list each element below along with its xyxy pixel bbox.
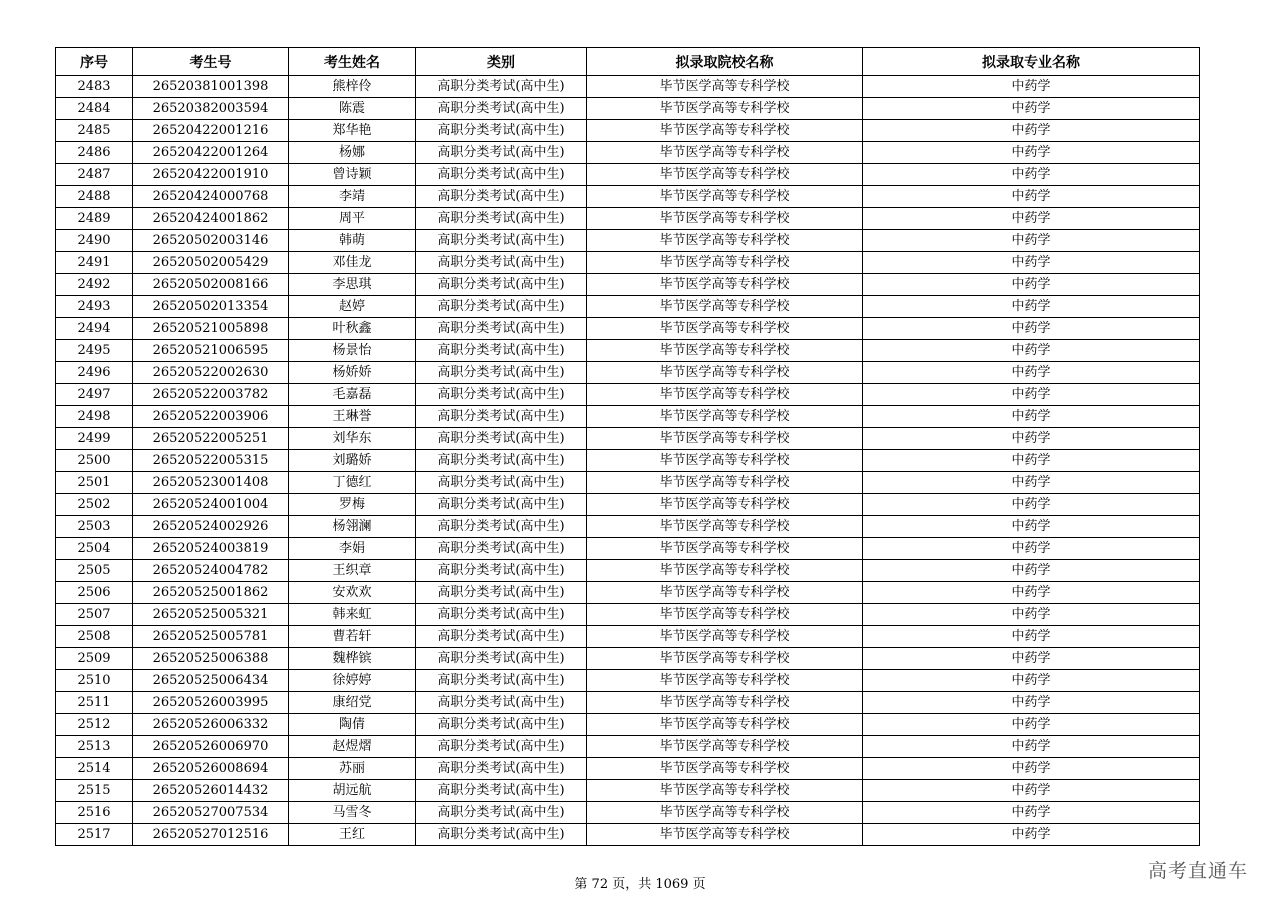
table-row xyxy=(56,252,1200,274)
cell-seq: 2510 xyxy=(56,670,133,692)
header-seq: 序号 xyxy=(56,48,133,76)
cell-seq: 2511 xyxy=(56,692,133,714)
cell-school: 毕节医学高等专科学校 xyxy=(587,670,863,692)
cell-major: 中药学 xyxy=(863,824,1200,846)
cell-student-name: 曾诗颖 xyxy=(289,164,416,186)
cell-student-name: 徐婷婷 xyxy=(289,670,416,692)
cell-major: 中药学 xyxy=(863,472,1200,494)
cell-category: 高职分类考试(高中生) xyxy=(416,208,587,230)
table-row xyxy=(56,384,1200,406)
cell-category: 高职分类考试(高中生) xyxy=(416,648,587,670)
cell-major: 中药学 xyxy=(863,494,1200,516)
cell-school: 毕节医学高等专科学校 xyxy=(587,428,863,450)
brand-watermark-text: 高考直通车 xyxy=(1147,860,1248,882)
cell-category: 高职分类考试(高中生) xyxy=(416,692,587,714)
cell-school: 毕节医学高等专科学校 xyxy=(587,362,863,384)
cell-major: 中药学 xyxy=(863,406,1200,428)
cell-student-name: 杨娜 xyxy=(289,142,416,164)
cell-school: 毕节医学高等专科学校 xyxy=(587,142,863,164)
cell-student-name: 安欢欢 xyxy=(289,582,416,604)
cell-major: 中药学 xyxy=(863,516,1200,538)
cell-exam-number: 26520524002926 xyxy=(133,516,289,538)
cell-exam-number: 26520381001398 xyxy=(133,76,289,98)
cell-seq: 2509 xyxy=(56,648,133,670)
cell-seq: 2499 xyxy=(56,428,133,450)
cell-category: 高职分类考试(高中生) xyxy=(416,780,587,802)
cell-category: 高职分类考试(高中生) xyxy=(416,384,587,406)
cell-exam-number: 26520522005251 xyxy=(133,428,289,450)
cell-school: 毕节医学高等专科学校 xyxy=(587,692,863,714)
cell-major: 中药学 xyxy=(863,626,1200,648)
cell-seq: 2500 xyxy=(56,450,133,472)
cell-exam-number: 26520502003146 xyxy=(133,230,289,252)
cell-school: 毕节医学高等专科学校 xyxy=(587,406,863,428)
table-row xyxy=(56,736,1200,758)
cell-school: 毕节医学高等专科学校 xyxy=(587,648,863,670)
cell-major: 中药学 xyxy=(863,780,1200,802)
cell-school: 毕节医学高等专科学校 xyxy=(587,736,863,758)
cell-category: 高职分类考试(高中生) xyxy=(416,604,587,626)
cell-major: 中药学 xyxy=(863,604,1200,626)
cell-student-name: 罗梅 xyxy=(289,494,416,516)
table-body xyxy=(56,76,1200,846)
cell-major: 中药学 xyxy=(863,186,1200,208)
cell-student-name: 魏桦镔 xyxy=(289,648,416,670)
cell-student-name: 赵婷 xyxy=(289,296,416,318)
cell-seq: 2498 xyxy=(56,406,133,428)
table-row xyxy=(56,516,1200,538)
cell-seq: 2501 xyxy=(56,472,133,494)
cell-major: 中药学 xyxy=(863,252,1200,274)
header-student-name: 考生姓名 xyxy=(289,48,416,76)
table-row xyxy=(56,230,1200,252)
cell-school: 毕节医学高等专科学校 xyxy=(587,472,863,494)
cell-exam-number: 26520422001216 xyxy=(133,120,289,142)
cell-major: 中药学 xyxy=(863,340,1200,362)
cell-major: 中药学 xyxy=(863,208,1200,230)
cell-exam-number: 26520525001862 xyxy=(133,582,289,604)
cell-student-name: 郑华艳 xyxy=(289,120,416,142)
cell-school: 毕节医学高等专科学校 xyxy=(587,252,863,274)
cell-exam-number: 26520422001264 xyxy=(133,142,289,164)
cell-major: 中药学 xyxy=(863,362,1200,384)
table-row xyxy=(56,494,1200,516)
cell-major: 中药学 xyxy=(863,230,1200,252)
cell-seq: 2514 xyxy=(56,758,133,780)
cell-student-name: 陈震 xyxy=(289,98,416,120)
cell-student-name: 杨娇娇 xyxy=(289,362,416,384)
cell-exam-number: 26520524004782 xyxy=(133,560,289,582)
cell-major: 中药学 xyxy=(863,450,1200,472)
cell-student-name: 胡远航 xyxy=(289,780,416,802)
table-row xyxy=(56,780,1200,802)
cell-school: 毕节医学高等专科学校 xyxy=(587,780,863,802)
cell-exam-number: 26520502013354 xyxy=(133,296,289,318)
table-row xyxy=(56,142,1200,164)
cell-category: 高职分类考试(高中生) xyxy=(416,318,587,340)
cell-major: 中药学 xyxy=(863,428,1200,450)
table-row xyxy=(56,626,1200,648)
page-footer: 第 72 页，共 1069 页 xyxy=(574,877,706,892)
cell-category: 高职分类考试(高中生) xyxy=(416,560,587,582)
cell-school: 毕节医学高等专科学校 xyxy=(587,384,863,406)
cell-major: 中药学 xyxy=(863,318,1200,340)
cell-school: 毕节医学高等专科学校 xyxy=(587,318,863,340)
cell-category: 高职分类考试(高中生) xyxy=(416,736,587,758)
cell-seq: 2487 xyxy=(56,164,133,186)
cell-exam-number: 26520527012516 xyxy=(133,824,289,846)
cell-major: 中药学 xyxy=(863,538,1200,560)
table-row xyxy=(56,296,1200,318)
cell-exam-number: 26520382003594 xyxy=(133,98,289,120)
table-row xyxy=(56,824,1200,846)
table-row xyxy=(56,582,1200,604)
cell-exam-number: 26520526014432 xyxy=(133,780,289,802)
table-row xyxy=(56,340,1200,362)
cell-exam-number: 26520424001862 xyxy=(133,208,289,230)
header-school: 拟录取院校名称 xyxy=(587,48,863,76)
cell-category: 高职分类考试(高中生) xyxy=(416,670,587,692)
cell-exam-number: 26520526008694 xyxy=(133,758,289,780)
cell-category: 高职分类考试(高中生) xyxy=(416,98,587,120)
cell-exam-number: 26520521005898 xyxy=(133,318,289,340)
cell-major: 中药学 xyxy=(863,384,1200,406)
table-row xyxy=(56,164,1200,186)
cell-exam-number: 26520524001004 xyxy=(133,494,289,516)
cell-seq: 2512 xyxy=(56,714,133,736)
cell-school: 毕节医学高等专科学校 xyxy=(587,516,863,538)
table-row xyxy=(56,76,1200,98)
cell-exam-number: 26520422001910 xyxy=(133,164,289,186)
cell-student-name: 毛嘉磊 xyxy=(289,384,416,406)
cell-exam-number: 26520527007534 xyxy=(133,802,289,824)
cell-major: 中药学 xyxy=(863,582,1200,604)
cell-student-name: 马雪冬 xyxy=(289,802,416,824)
cell-major: 中药学 xyxy=(863,692,1200,714)
cell-school: 毕节医学高等专科学校 xyxy=(587,296,863,318)
cell-seq: 2504 xyxy=(56,538,133,560)
cell-student-name: 苏丽 xyxy=(289,758,416,780)
cell-category: 高职分类考试(高中生) xyxy=(416,802,587,824)
cell-seq: 2494 xyxy=(56,318,133,340)
cell-seq: 2496 xyxy=(56,362,133,384)
cell-category: 高职分类考试(高中生) xyxy=(416,340,587,362)
cell-category: 高职分类考试(高中生) xyxy=(416,120,587,142)
cell-exam-number: 26520526006332 xyxy=(133,714,289,736)
cell-exam-number: 26520522002630 xyxy=(133,362,289,384)
cell-exam-number: 26520526003995 xyxy=(133,692,289,714)
table-row xyxy=(56,538,1200,560)
cell-major: 中药学 xyxy=(863,670,1200,692)
cell-student-name: 李思琪 xyxy=(289,274,416,296)
cell-student-name: 杨翎澜 xyxy=(289,516,416,538)
cell-category: 高职分类考试(高中生) xyxy=(416,538,587,560)
cell-category: 高职分类考试(高中生) xyxy=(416,472,587,494)
cell-school: 毕节医学高等专科学校 xyxy=(587,802,863,824)
cell-seq: 2490 xyxy=(56,230,133,252)
cell-school: 毕节医学高等专科学校 xyxy=(587,626,863,648)
header-category: 类别 xyxy=(416,48,587,76)
cell-exam-number: 26520526006970 xyxy=(133,736,289,758)
cell-major: 中药学 xyxy=(863,714,1200,736)
table-row xyxy=(56,648,1200,670)
table-row xyxy=(56,98,1200,120)
table-row xyxy=(56,274,1200,296)
cell-seq: 2489 xyxy=(56,208,133,230)
cell-category: 高职分类考试(高中生) xyxy=(416,142,587,164)
cell-category: 高职分类考试(高中生) xyxy=(416,824,587,846)
admission-table xyxy=(55,47,1200,846)
cell-seq: 2502 xyxy=(56,494,133,516)
cell-seq: 2516 xyxy=(56,802,133,824)
cell-seq: 2507 xyxy=(56,604,133,626)
cell-seq: 2486 xyxy=(56,142,133,164)
cell-exam-number: 26520522005315 xyxy=(133,450,289,472)
cell-seq: 2503 xyxy=(56,516,133,538)
cell-student-name: 王织章 xyxy=(289,560,416,582)
cell-student-name: 韩萌 xyxy=(289,230,416,252)
cell-student-name: 李娟 xyxy=(289,538,416,560)
table-row xyxy=(56,604,1200,626)
cell-school: 毕节医学高等专科学校 xyxy=(587,538,863,560)
cell-school: 毕节医学高等专科学校 xyxy=(587,714,863,736)
table-row xyxy=(56,560,1200,582)
table-row xyxy=(56,714,1200,736)
table-header-row xyxy=(56,48,1200,76)
cell-seq: 2506 xyxy=(56,582,133,604)
cell-student-name: 赵煜熠 xyxy=(289,736,416,758)
cell-student-name: 王红 xyxy=(289,824,416,846)
cell-exam-number: 26520424000768 xyxy=(133,186,289,208)
cell-student-name: 李靖 xyxy=(289,186,416,208)
cell-category: 高职分类考试(高中生) xyxy=(416,274,587,296)
cell-exam-number: 26520502005429 xyxy=(133,252,289,274)
table-row xyxy=(56,802,1200,824)
cell-major: 中药学 xyxy=(863,802,1200,824)
header-major: 拟录取专业名称 xyxy=(863,48,1200,76)
cell-school: 毕节医学高等专科学校 xyxy=(587,76,863,98)
table-row xyxy=(56,670,1200,692)
cell-student-name: 韩来虹 xyxy=(289,604,416,626)
cell-major: 中药学 xyxy=(863,120,1200,142)
cell-school: 毕节医学高等专科学校 xyxy=(587,560,863,582)
cell-category: 高职分类考试(高中生) xyxy=(416,406,587,428)
cell-seq: 2505 xyxy=(56,560,133,582)
cell-category: 高职分类考试(高中生) xyxy=(416,362,587,384)
cell-school: 毕节医学高等专科学校 xyxy=(587,450,863,472)
cell-student-name: 康绍党 xyxy=(289,692,416,714)
table-row xyxy=(56,758,1200,780)
table-row xyxy=(56,362,1200,384)
cell-major: 中药学 xyxy=(863,560,1200,582)
cell-seq: 2483 xyxy=(56,76,133,98)
cell-seq: 2508 xyxy=(56,626,133,648)
cell-student-name: 曹若轩 xyxy=(289,626,416,648)
cell-major: 中药学 xyxy=(863,736,1200,758)
cell-category: 高职分类考试(高中生) xyxy=(416,582,587,604)
cell-exam-number: 26520524003819 xyxy=(133,538,289,560)
cell-school: 毕节医学高等专科学校 xyxy=(587,824,863,846)
cell-seq: 2492 xyxy=(56,274,133,296)
cell-category: 高职分类考试(高中生) xyxy=(416,428,587,450)
header-exam-number: 考生号 xyxy=(133,48,289,76)
cell-exam-number: 26520521006595 xyxy=(133,340,289,362)
cell-student-name: 刘华东 xyxy=(289,428,416,450)
cell-school: 毕节医学高等专科学校 xyxy=(587,274,863,296)
cell-major: 中药学 xyxy=(863,98,1200,120)
cell-category: 高职分类考试(高中生) xyxy=(416,252,587,274)
cell-major: 中药学 xyxy=(863,76,1200,98)
cell-school: 毕节医学高等专科学校 xyxy=(587,98,863,120)
table-row xyxy=(56,186,1200,208)
cell-seq: 2485 xyxy=(56,120,133,142)
cell-student-name: 王琳誉 xyxy=(289,406,416,428)
table-row xyxy=(56,450,1200,472)
cell-seq: 2493 xyxy=(56,296,133,318)
cell-school: 毕节医学高等专科学校 xyxy=(587,208,863,230)
cell-seq: 2517 xyxy=(56,824,133,846)
cell-school: 毕节医学高等专科学校 xyxy=(587,164,863,186)
cell-exam-number: 26520525005321 xyxy=(133,604,289,626)
cell-category: 高职分类考试(高中生) xyxy=(416,164,587,186)
cell-seq: 2513 xyxy=(56,736,133,758)
cell-school: 毕节医学高等专科学校 xyxy=(587,494,863,516)
cell-seq: 2484 xyxy=(56,98,133,120)
cell-category: 高职分类考试(高中生) xyxy=(416,76,587,98)
table-row xyxy=(56,428,1200,450)
cell-student-name: 邓佳龙 xyxy=(289,252,416,274)
cell-exam-number: 26520523001408 xyxy=(133,472,289,494)
cell-exam-number: 26520525005781 xyxy=(133,626,289,648)
cell-school: 毕节医学高等专科学校 xyxy=(587,186,863,208)
cell-school: 毕节医学高等专科学校 xyxy=(587,582,863,604)
cell-category: 高职分类考试(高中生) xyxy=(416,186,587,208)
cell-school: 毕节医学高等专科学校 xyxy=(587,120,863,142)
cell-student-name: 叶秋鑫 xyxy=(289,318,416,340)
cell-category: 高职分类考试(高中生) xyxy=(416,516,587,538)
cell-student-name: 杨景怡 xyxy=(289,340,416,362)
table-row xyxy=(56,692,1200,714)
cell-category: 高职分类考试(高中生) xyxy=(416,296,587,318)
cell-category: 高职分类考试(高中生) xyxy=(416,758,587,780)
table-row xyxy=(56,208,1200,230)
table-row xyxy=(56,406,1200,428)
cell-category: 高职分类考试(高中生) xyxy=(416,494,587,516)
cell-major: 中药学 xyxy=(863,274,1200,296)
cell-student-name: 陶倩 xyxy=(289,714,416,736)
cell-student-name: 熊梓伶 xyxy=(289,76,416,98)
cell-major: 中药学 xyxy=(863,142,1200,164)
cell-seq: 2488 xyxy=(56,186,133,208)
cell-student-name: 刘璐娇 xyxy=(289,450,416,472)
cell-category: 高职分类考试(高中生) xyxy=(416,450,587,472)
cell-major: 中药学 xyxy=(863,758,1200,780)
table-row xyxy=(56,318,1200,340)
cell-seq: 2515 xyxy=(56,780,133,802)
cell-exam-number: 26520522003782 xyxy=(133,384,289,406)
cell-major: 中药学 xyxy=(863,648,1200,670)
cell-category: 高职分类考试(高中生) xyxy=(416,714,587,736)
cell-school: 毕节医学高等专科学校 xyxy=(587,340,863,362)
cell-student-name: 丁德红 xyxy=(289,472,416,494)
cell-exam-number: 26520522003906 xyxy=(133,406,289,428)
cell-exam-number: 26520525006388 xyxy=(133,648,289,670)
cell-school: 毕节医学高等专科学校 xyxy=(587,604,863,626)
cell-exam-number: 26520502008166 xyxy=(133,274,289,296)
cell-seq: 2495 xyxy=(56,340,133,362)
cell-school: 毕节医学高等专科学校 xyxy=(587,758,863,780)
cell-seq: 2491 xyxy=(56,252,133,274)
table-row xyxy=(56,120,1200,142)
cell-school: 毕节医学高等专科学校 xyxy=(587,230,863,252)
cell-exam-number: 26520525006434 xyxy=(133,670,289,692)
table-row xyxy=(56,472,1200,494)
cell-major: 中药学 xyxy=(863,164,1200,186)
cell-category: 高职分类考试(高中生) xyxy=(416,626,587,648)
cell-category: 高职分类考试(高中生) xyxy=(416,230,587,252)
cell-student-name: 周平 xyxy=(289,208,416,230)
cell-major: 中药学 xyxy=(863,296,1200,318)
cell-seq: 2497 xyxy=(56,384,133,406)
